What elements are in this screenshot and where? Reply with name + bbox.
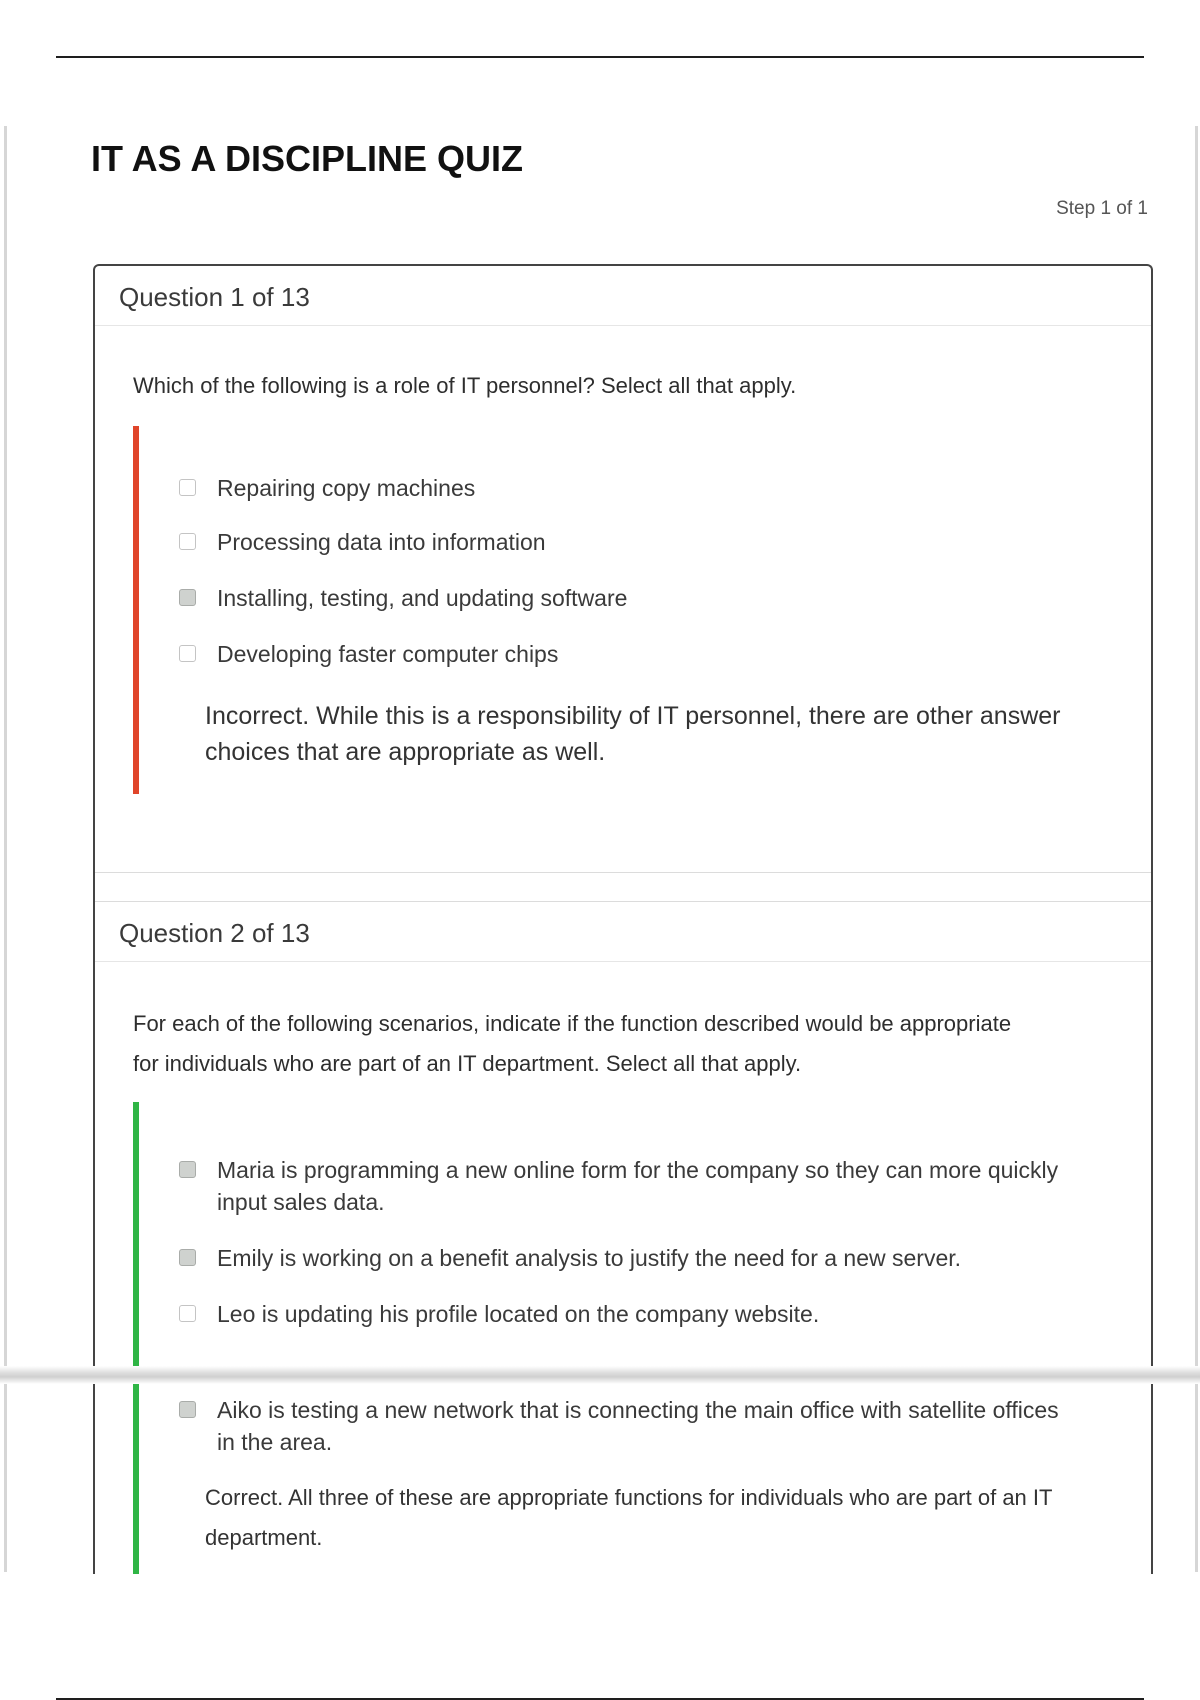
question-2-feedback: Correct. All three of these are appropriate functions for individuals who are part of an IT department. xyxy=(205,1485,1053,1550)
question-1-feedback: Incorrect. While this is a responsibility of IT personnel, there are other answer choices that are appropriate as well. xyxy=(205,702,1061,766)
option-label: Emily is working on a benefit analysis to justify the need for a new server. xyxy=(217,1245,962,1271)
option-label: Aiko is testing a new network that is connecting the main office with satellite offices in the area. xyxy=(217,1397,1059,1455)
option-label: Processing data into information xyxy=(217,529,546,555)
question-2-header xyxy=(95,902,1151,962)
checkbox-checked[interactable] xyxy=(179,589,196,606)
page-break-seam xyxy=(0,1366,1200,1384)
checkbox-unchecked[interactable] xyxy=(179,1305,196,1322)
option-label: Maria is programming a new online form for the company so they can more quickly input sales data. xyxy=(217,1157,1059,1215)
question-1-header xyxy=(95,266,1151,326)
checkbox-unchecked[interactable] xyxy=(179,645,196,662)
question-separator xyxy=(95,872,1151,902)
option-label: Developing faster computer chips xyxy=(217,641,559,667)
top-rule xyxy=(56,56,1144,58)
checkbox-checked[interactable] xyxy=(179,1249,196,1266)
checkbox-checked[interactable] xyxy=(179,1161,196,1178)
step-indicator: Step 1 of 1 xyxy=(1056,198,1148,219)
question-2-number: Question 2 of 13 xyxy=(119,918,310,948)
incorrect-indicator-bar xyxy=(133,426,139,794)
question-1-number: Question 1 of 13 xyxy=(119,282,310,312)
question-1-prompt: Which of the following is a role of IT personnel? Select all that apply. xyxy=(133,373,797,398)
option-label: Leo is updating his profile located on the company website. xyxy=(217,1301,820,1327)
checkbox-unchecked[interactable] xyxy=(179,533,196,550)
option-label: Repairing copy machines xyxy=(217,475,476,501)
checkbox-unchecked[interactable] xyxy=(179,479,196,496)
checkbox-checked[interactable] xyxy=(179,1401,196,1418)
correct-indicator-bar xyxy=(133,1102,139,1574)
option-label: Installing, testing, and updating software xyxy=(217,585,628,611)
quiz-title: IT AS A DISCIPLINE QUIZ xyxy=(91,138,524,179)
question-2-prompt: For each of the following scenarios, indicate if the function described would be appropriate for individuals who are part of an IT department. Select all that apply. xyxy=(133,1011,1012,1076)
